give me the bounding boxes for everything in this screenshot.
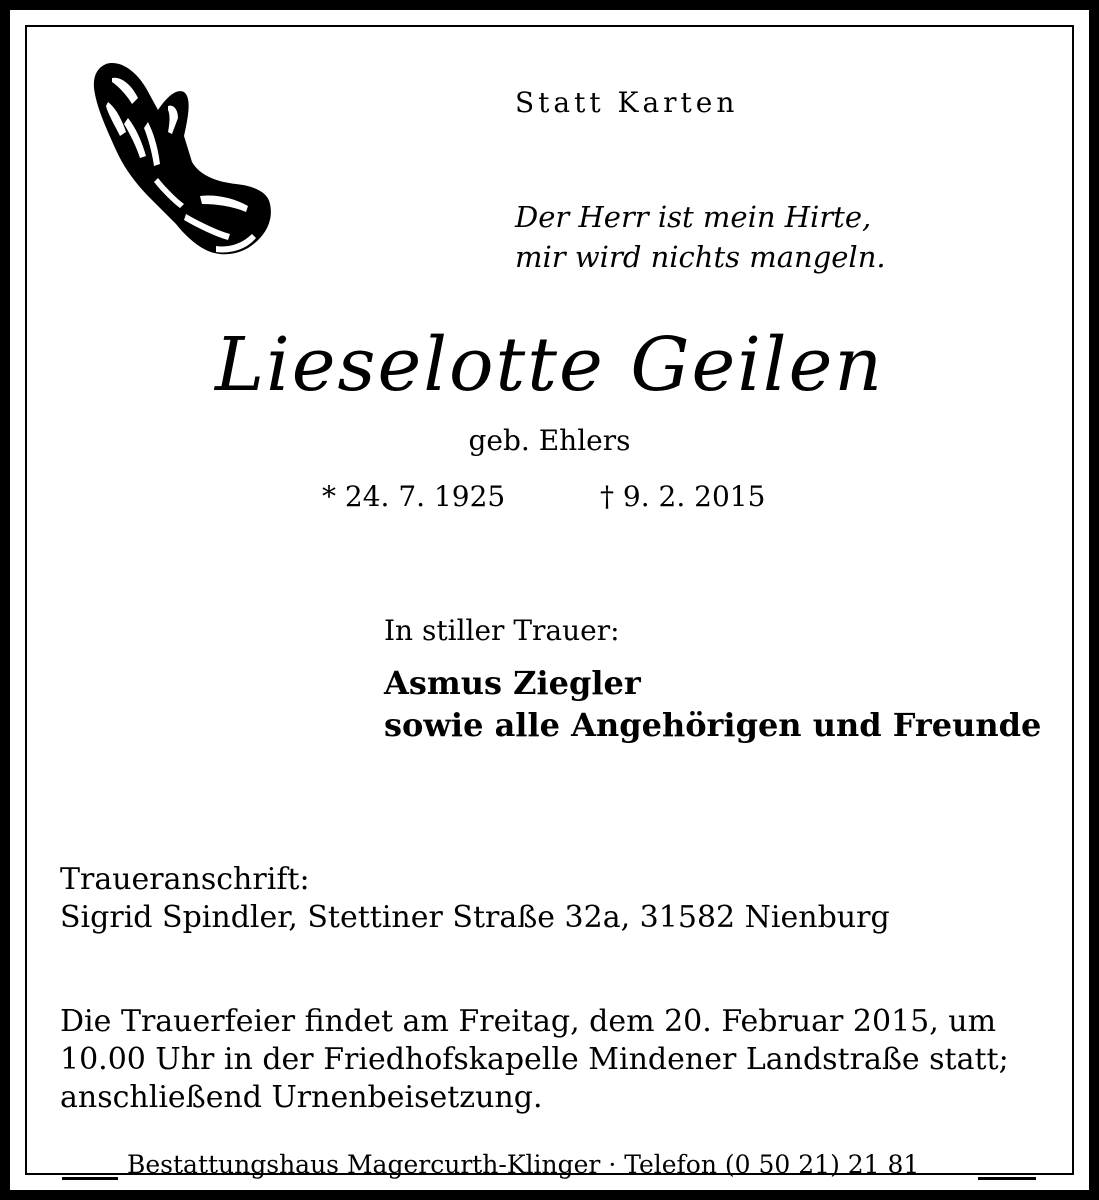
service-details xyxy=(60,1003,1045,1117)
mourner-line: Asmus Ziegler xyxy=(384,664,641,702)
birth-date: * 24. 7. 1925 xyxy=(322,480,506,513)
notice-heading: Statt Karten xyxy=(515,86,739,119)
service-line: anschließend Urnenbeisetzung. xyxy=(60,1080,543,1115)
service-line: 10.00 Uhr in der Friedhofskapelle Mindener Landstraße statt; xyxy=(60,1042,1009,1077)
service-line: Die Trauerfeier findet am Freitag, dem 20. Februar 2015, um xyxy=(60,1004,997,1039)
mourning-label: In stiller Trauer: xyxy=(384,614,620,647)
address-label: Traueranschrift: xyxy=(60,862,310,897)
verse-line: Der Herr ist mein Hirte, xyxy=(515,200,872,234)
mourners-list xyxy=(384,662,1041,746)
bible-verse xyxy=(515,197,886,277)
address-line: Sigrid Spindler, Stettiner Straße 32a, 31582 Nienburg xyxy=(60,900,890,935)
funeral-home-footer: Bestattungshaus Magercurth-Klinger · Telefon (0 50 21) 21 81 xyxy=(127,1150,920,1179)
condolence-address xyxy=(60,861,890,937)
praying-hands-icon xyxy=(88,58,278,258)
footer-rule-right xyxy=(978,1177,1036,1180)
birth-name: geb. Ehlers xyxy=(468,424,631,457)
verse-line: mir wird nichts mangeln. xyxy=(515,240,886,274)
deceased-name: Lieselotte Geilen xyxy=(214,322,885,408)
mourner-line: sowie alle Angehörigen und Freunde xyxy=(384,706,1042,744)
footer-rule-left xyxy=(62,1177,118,1180)
death-date: † 9. 2. 2015 xyxy=(600,480,766,513)
